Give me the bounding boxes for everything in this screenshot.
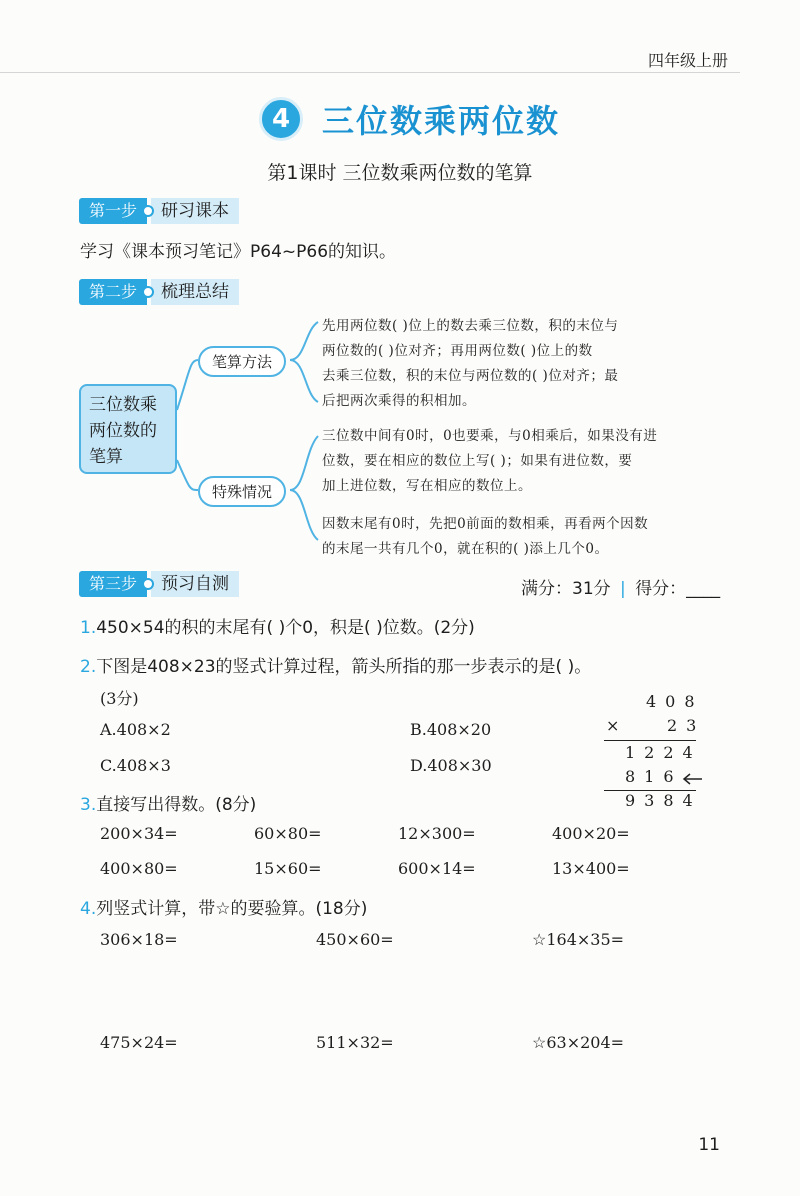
calc-item: ☆63×204= xyxy=(532,1033,625,1052)
step2-name: 梳理总结 xyxy=(151,279,239,305)
question-2 xyxy=(80,652,591,677)
full-score: 满分：31分 xyxy=(521,579,611,599)
option-a: A.408×2 xyxy=(100,720,171,739)
calc-item: 13×400= xyxy=(552,859,630,878)
step2-tag: 第二步 xyxy=(79,279,147,305)
special-text-1 xyxy=(322,424,657,499)
question-number: 1. xyxy=(80,618,97,638)
method-text xyxy=(322,314,618,414)
special-line: 的末尾一共有几个0，就在积的( )添上几个0。 xyxy=(322,541,609,557)
unit-number-badge: 4 xyxy=(259,97,303,141)
calc-item: 475×24= xyxy=(100,1033,178,1052)
mindmap-center: 三位数乘两位数的笔算 xyxy=(79,384,177,474)
option-d: D.408×30 xyxy=(410,756,492,775)
grade-label: 四年级上册 xyxy=(647,51,728,70)
mindmap-branch-special: 特殊情况 xyxy=(198,476,286,507)
calc-item: 306×18= xyxy=(100,930,178,949)
vertical-row2: 23 xyxy=(667,716,706,735)
calc-item: 200×34= xyxy=(100,824,178,843)
special-line: 位数，要在相应的数位上写( )；如果有进位数，要 xyxy=(322,453,633,469)
question-text: 450×54的积的末尾有( )个0，积是( )位数。(2分) xyxy=(96,618,475,638)
special-line: 加上进位数，写在相应的数位上。 xyxy=(322,478,532,494)
method-line: 后把两次乘得的积相加。 xyxy=(322,393,476,409)
step-dot-icon xyxy=(142,578,154,590)
option-b: B.408×20 xyxy=(410,720,492,739)
got-score: 得分：____ xyxy=(635,579,721,599)
method-line: 两位数的( )位对齐；再用两位数( )位上的数 xyxy=(322,343,593,359)
question-text: 列竖式计算，带☆的要验算。(18分) xyxy=(96,899,368,919)
special-line: 因数末尾有0时，先把0前面的数相乘，再看两个因数 xyxy=(322,516,649,532)
calc-item: 12×300= xyxy=(398,824,476,843)
unit-title: 三位数乘两位数 xyxy=(322,102,561,140)
special-text-2 xyxy=(322,512,648,562)
calc-item: 450×60= xyxy=(316,930,394,949)
mindmap-branch-method: 笔算方法 xyxy=(198,346,286,377)
arrow-left-icon xyxy=(682,771,702,787)
question-number: 2. xyxy=(80,657,97,677)
vertical-row5: 9384 xyxy=(625,791,702,810)
question-text: 下图是408×23的竖式计算过程，箭头所指的那一步表示的是( )。 xyxy=(96,657,592,677)
step3-tag: 第三步 xyxy=(79,571,147,597)
option-c: C.408×3 xyxy=(100,756,171,775)
step1-tag: 第一步 xyxy=(79,198,147,224)
vertical-row1: 408 xyxy=(646,692,704,711)
calc-item: 15×60= xyxy=(254,859,322,878)
vertical-rule-1 xyxy=(604,740,696,741)
question-number: 4. xyxy=(80,899,97,919)
special-line: 三位数中间有0时，0也要乘，与0相乘后，如果没有进 xyxy=(322,428,658,444)
score-box xyxy=(521,574,720,599)
step1-text: 学习《课本预习笔记》P64~P66的知识。 xyxy=(80,242,397,262)
question-1 xyxy=(80,613,475,638)
score-separator: | xyxy=(620,579,626,599)
question-3 xyxy=(80,790,256,815)
method-line: 先用两位数( )位上的数去乘三位数，积的末位与 xyxy=(322,318,619,334)
question-number: 3. xyxy=(80,795,97,815)
calc-item: 400×80= xyxy=(100,859,178,878)
lesson-title: 第1课时 三位数乘两位数的笔算 xyxy=(267,162,533,184)
calc-item: 60×80= xyxy=(254,824,322,843)
method-line: 去乘三位数，积的末位与两位数的( )位对齐；最 xyxy=(322,368,619,384)
page-number: 11 xyxy=(698,1135,720,1155)
calc-item: 400×20= xyxy=(552,824,630,843)
header-rule xyxy=(0,72,740,73)
vertical-operator: × xyxy=(606,716,629,735)
step1-header xyxy=(79,198,239,224)
calc-item: ☆164×35= xyxy=(532,930,625,949)
step-dot-icon xyxy=(142,286,154,298)
vertical-row3: 1224 xyxy=(625,743,702,762)
question-4 xyxy=(80,894,367,919)
step1-name: 研习课本 xyxy=(151,198,239,224)
step-dot-icon xyxy=(142,205,154,217)
calc-item: 600×14= xyxy=(398,859,476,878)
vertical-row4: 816 xyxy=(625,767,683,786)
step3-header xyxy=(79,571,239,597)
question-2-points: (3分) xyxy=(100,689,139,708)
question-text: 直接写出得数。(8分) xyxy=(96,795,257,815)
calc-item: 511×32= xyxy=(316,1033,394,1052)
step3-name: 预习自测 xyxy=(151,571,239,597)
